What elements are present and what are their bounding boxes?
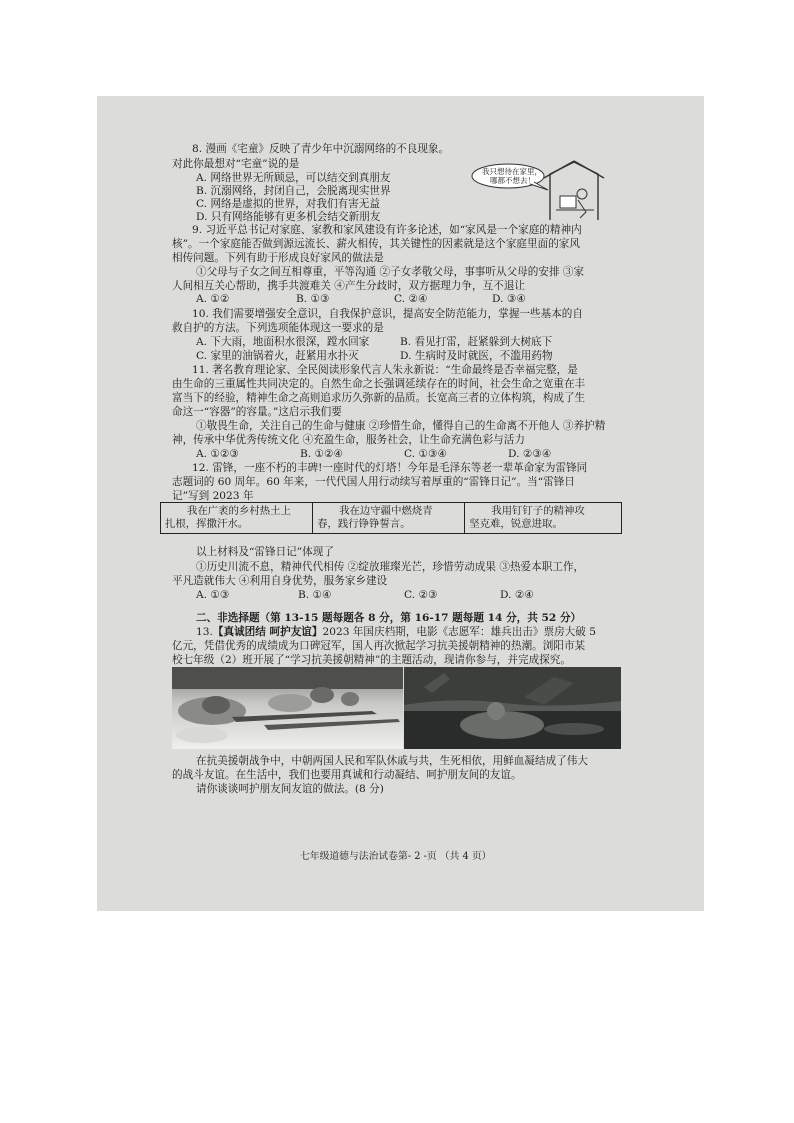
q11-statements: ①敬畏生命，关注自己的生命与健康 ②珍惜生命，懂得自己的生命离不开他人 ③养护精 xyxy=(196,420,606,432)
speech-bubble-line-2: 哪都不想去！ xyxy=(490,176,535,185)
q11-stem-2: 由生命的三重属性共同决定的。自然生命之长强调延续存在的时间，社会生命之宽重在丰 xyxy=(172,378,586,390)
q10-option-c: C. 家里的油锅着火，赶紧用水扑灭 xyxy=(196,350,359,362)
q9-option-d: D. ③④ xyxy=(492,293,526,305)
q8-option-c: C. 网络是虚拟的世界，对我们有害无益 xyxy=(196,198,380,210)
q9-option-c: C. ②④ xyxy=(394,293,428,305)
q12-option-a: A. ①③ xyxy=(196,589,230,601)
q12-option-b: B. ①④ xyxy=(298,589,332,601)
q11-statements-2: 神，传承中华优秀传统文化 ④充盈生命，服务社会，让生命充满色彩与活力 xyxy=(172,434,525,446)
q11-options xyxy=(196,448,551,461)
q13-stem: 13.【真诚团结 呵护友谊】2023 年国庆档期，电影《志愿军：雄兵出击》票房大破 5 xyxy=(196,626,596,638)
q13-material: 在抗美援朝战争中，中朝两国人民和军队休戚与共，生死相依，用鲜血凝结成了伟大 xyxy=(196,755,588,767)
q9-options xyxy=(196,293,526,306)
q11-stem-3: 富当下的经验，精神生命之高则追求历久弥新的品质。长宽高三者的立体构筑，构成了生 xyxy=(172,392,586,404)
q8-stem: 8. 漫画《宅童》反映了青少年中沉溺网络的不良现象。 xyxy=(192,143,450,155)
q9-statements-2: 人间相互关心帮助，携手共渡难关 ④产生分歧时，双方据理力争，互不退让 xyxy=(172,280,525,292)
q12-stem: 12. 雷锋，一座不朽的丰碑!一座时代的灯塔！今年是毛泽东等老一辈革命家为雷锋同 xyxy=(192,462,588,474)
film-still-soldiers-in-water xyxy=(404,667,621,749)
diary-cell: 我在广袤的乡村热土上 扎根，挥撒汗水。 xyxy=(161,503,313,534)
q10-stem-2: 救自护的方法。下列选项能体现这一要求的是 xyxy=(172,322,384,334)
q12-statements: ①历史川流不息，精神代代相传 ②绽放璀璨光芒，珍惜劳动成果 ③热爱本职工作， xyxy=(196,561,585,573)
q9-stem: 9. 习近平总书记对家庭、家教和家风建设有许多论述，如“家风是一个家庭的精神内 xyxy=(192,224,582,236)
speech-bubble-line-1: 我只想待在家里， xyxy=(482,167,542,176)
q11-option-c: C. ①③④ xyxy=(404,448,447,460)
q8-option-d: D. 只有网络能够有更多机会结交新朋友 xyxy=(196,211,381,223)
section-2-heading: 二、非选择题（第 13-15 题每题各 8 分，第 16-17 题每题 14 分，共 52 分） xyxy=(196,612,582,624)
q13-material-2: 的战斗友谊。在生活中，我们也要用真诚和行动凝结、呵护朋友间的友谊。 xyxy=(172,769,522,781)
q11-stem: 11. 著名教育理论家、全民阅读形象代言人朱永新说：“生命最终是否幸福完整，是 xyxy=(192,364,578,376)
q10-stem: 10. 我们需要增强安全意识，自我保护意识，提高安全防范能力，掌握一些基本的自 xyxy=(192,308,583,320)
q9-option-b: B. ①③ xyxy=(296,293,330,305)
q11-option-b: B. ①②④ xyxy=(300,448,344,460)
q12-statements-2: 平凡造就伟大 ④利用自身优势，服务家乡建设 xyxy=(172,575,388,587)
diary-cell: 我用钉钉子的精神攻 坚克难，锐意进取。 xyxy=(465,503,622,534)
q13-stem-2: 亿元，凭借优秀的成绩成为口碑冠军，国人再次掀起学习抗美援朝精神的热潮。浏阳市某 xyxy=(172,640,586,652)
q10-option-a: A. 下大雨，地面积水很深，蹚水回家 xyxy=(196,336,370,348)
q8-option-b: B. 沉溺网络，封闭自己，会脱离现实世界 xyxy=(196,185,391,197)
diary-cell: 我在边守疆中燃烧青 春，践行铮铮誓言。 xyxy=(313,503,465,534)
q10-option-b: B. 看见打雷，赶紧躲到大树底下 xyxy=(400,336,553,348)
q8-stem-2: 对此你最想对“宅童”说的是 xyxy=(172,158,300,170)
comic-house-image xyxy=(470,160,608,222)
q9-stem-3: 相传问题。下列有助于形成良好家风的做法是 xyxy=(172,252,384,264)
q11-stem-4: 命这一“容器”的容量。”这启示我们要 xyxy=(172,406,342,418)
q9-statements: ①父母与子女之间互相尊重，平等沟通 ②子女孝敬父母，事事听从父母的安排 ③家 xyxy=(196,266,585,278)
q12-stem-2: 志题词的 60 周年。60 年来，一代代国人用行动续写着厚重的“雷锋日记”。当“雷锋日 xyxy=(172,476,575,488)
film-still-soldiers-in-snow xyxy=(172,667,403,749)
q13-question: 请你谈谈呵护朋友间友谊的做法。(8 分) xyxy=(196,783,384,795)
q13-stem-3: 校七年级（2）班开展了“学习抗美援朝精神”的主题活动，现请你参与，并完成探究。 xyxy=(172,654,571,666)
q12-option-d: D. ②④ xyxy=(500,589,534,601)
q12-options xyxy=(196,589,534,602)
q11-option-a: A. ①②③ xyxy=(196,448,239,460)
q12-stem-3: 记”写到 2023 年 xyxy=(172,490,254,502)
q10-option-d: D. 生病时及时就医，不滥用药物 xyxy=(400,350,553,362)
leifeng-diary-table xyxy=(160,502,622,534)
q13-topic-tag: 【真诚团结 呵护友谊】 xyxy=(212,626,323,638)
q12-question: 以上材料及“雷锋日记”体现了 xyxy=(196,546,334,558)
q11-option-d: D. ②③④ xyxy=(508,448,552,460)
q12-option-c: C. ②③ xyxy=(404,589,438,601)
q9-stem-2: 核”。一个家庭能否做到源远流长、薪火相传，其关键性的因素就是这个家庭里面的家风 xyxy=(172,238,580,250)
q8-option-a: A. 网络世界无所顾忌，可以结交到真朋友 xyxy=(196,172,391,184)
q9-option-a: A. ①② xyxy=(196,293,230,305)
page-footer: 七年级道德与法治试卷第- 2 -页 （共 4 页） xyxy=(300,851,492,862)
